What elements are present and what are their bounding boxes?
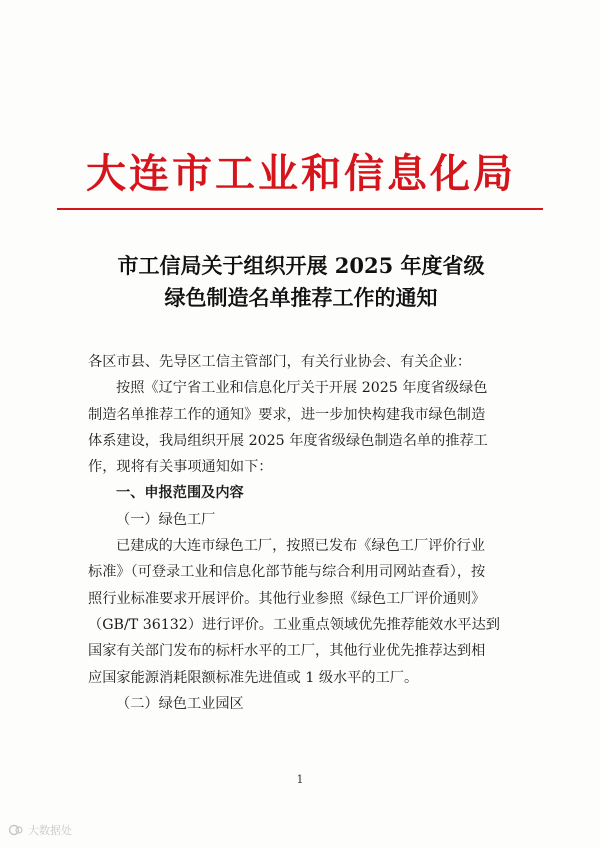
paragraph-line: 作，现将有关事项通知如下： xyxy=(88,459,273,476)
source-watermark xyxy=(8,822,72,838)
issuing-authority-header: 大连市工业和信息化局 xyxy=(86,150,516,197)
document-title-line-2: 绿色制造名单推荐工作的通知 xyxy=(164,285,438,310)
document-title xyxy=(60,250,542,314)
paragraph-line: 制造名单推荐工作的通知》要求，进一步加快构建我市绿色制造 xyxy=(88,406,486,423)
paragraph-line: 国家有关部门发布的标杆水平的工厂，其他行业优先推荐达到相 xyxy=(88,643,486,660)
page-number: 1 xyxy=(296,773,304,786)
paragraph-line: 按照《辽宁省工业和信息化厅关于开展 2025 年度省级绿色 xyxy=(116,380,488,397)
watermark-text: 大数据处 xyxy=(28,824,72,837)
subsection-heading: （二）绿色工业园区 xyxy=(116,695,244,712)
paragraph-line: 已建成的大连市绿色工厂，按照已发布《绿色工厂评价行业 xyxy=(116,538,485,555)
paragraph-line: 应国家能源消耗限额标准先进值或 1 级水平的工厂。 xyxy=(88,669,419,686)
paragraph-line: 标准》（可登录工业和信息化部节能与综合利用司网站查看），按 xyxy=(88,564,486,581)
watermark-logo-icon xyxy=(8,824,24,836)
document-body xyxy=(88,349,524,717)
paragraph-line: 照行业标准要求开展评价。其他行业参照《绿色工厂评价通则》 xyxy=(88,590,486,607)
paragraph-line: （GB/T 36132）进行评价。工业重点领域优先推荐能效水平达到 xyxy=(88,616,500,633)
section-heading: 一、申报范围及内容 xyxy=(116,485,244,502)
subsection-heading: （一）绿色工厂 xyxy=(116,511,216,528)
red-header-rule xyxy=(57,208,543,210)
document-title-line-1: 市工信局关于组织开展 2025 年度省级 xyxy=(117,253,485,278)
paragraph-line: 体系建设，我局组织开展 2025 年度省级绿色制造名单的推荐工 xyxy=(88,432,488,449)
salutation: 各区市县、先导区工信主管部门，有关行业协会、有关企业： xyxy=(88,354,472,370)
